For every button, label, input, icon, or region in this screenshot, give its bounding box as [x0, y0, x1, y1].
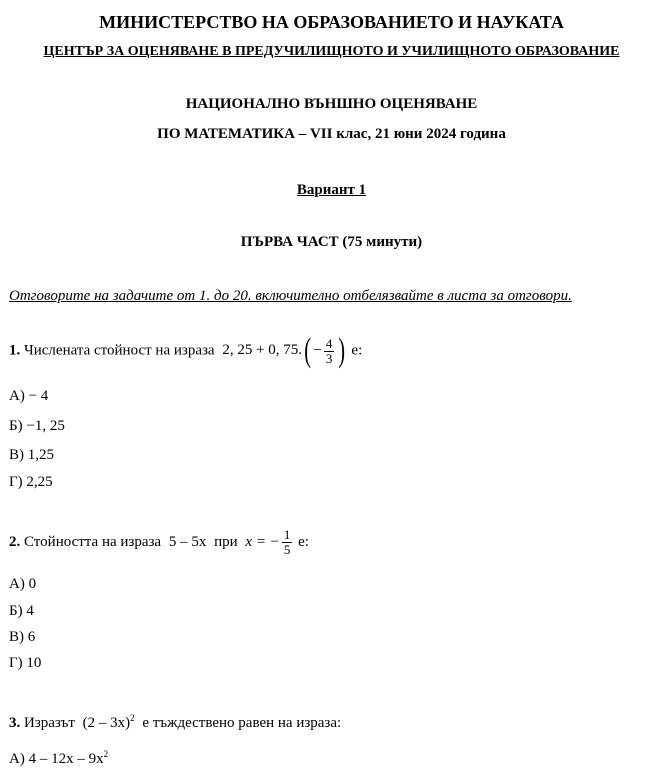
variant-label: Вариант 1 [296, 182, 367, 198]
fraction-numerator: 4 [325, 335, 333, 351]
fraction-denominator: 3 [325, 350, 333, 366]
question-number: 1. [9, 342, 21, 359]
fraction [324, 337, 335, 366]
at-word: при [214, 533, 238, 550]
instruction-text: Отговорите на задачите от 1. до 20. включително отбелязвайте в листа за отговори. [9, 288, 572, 304]
option-b: Б) −1, 25 [9, 418, 65, 434]
expression: 5 – 5x [168, 533, 207, 550]
expression: (2 – 3x) [82, 715, 131, 731]
fraction-sign: − [313, 342, 322, 359]
option-a: А) $4 - 12x - 9x^2$ [9, 749, 109, 767]
option-b: Б) 4 [9, 603, 34, 619]
exponent: 2 [103, 749, 109, 759]
question-suffix: е тъждествено равен на израза: [142, 715, 342, 731]
part-label: ПЪРВА ЧАСТ (75 минути) [240, 234, 423, 250]
left-paren: ( [304, 332, 312, 369]
ministry-title: МИНИСТЕРСТВО НА ОБРАЗОВАНИЕТО И НАУКАТА [99, 12, 564, 32]
option-value: 2,25 [26, 474, 53, 490]
question-2 [9, 528, 309, 557]
option-d: Г) 10 [9, 655, 42, 671]
fraction-denominator: 5 [283, 542, 291, 557]
option-value: 10 [26, 655, 42, 671]
option-value: −1, 25 [26, 418, 65, 434]
question-1 [9, 334, 362, 368]
variable-assignment: x = − [245, 533, 280, 550]
fraction [282, 528, 293, 557]
question-suffix: е: [351, 342, 363, 359]
question-text: Стойността на израза [24, 533, 162, 550]
option-value: 1,25 [27, 447, 54, 463]
option-value: 0 [28, 576, 37, 592]
option-value: 6 [27, 629, 36, 645]
option-a: А) 0 [9, 576, 37, 592]
exam-subtitle: ПО МАТЕМАТИКА – VII клас, 21 юни 2024 година [157, 126, 506, 142]
option-d: Г) 2,25 [9, 474, 53, 490]
option-value: − 4 [28, 388, 49, 404]
exponent: 2 [130, 713, 135, 723]
option-value: 4 [26, 603, 34, 619]
question-suffix: е: [298, 533, 309, 550]
question-3 [9, 713, 341, 732]
question-number: 2. [9, 533, 21, 550]
option-value: 4 – 12x – 9x [28, 751, 104, 767]
question-text: Числената стойност на израза [24, 342, 215, 359]
question-number: 3. [9, 715, 21, 731]
option-a: А) − 4 [9, 388, 49, 404]
right-paren: ) [338, 332, 346, 369]
center-title: ЦЕНТЪР ЗА ОЦЕНЯВАНЕ В ПРЕДУЧИЛИЩНОТО И УЧИЛИЩНОТО ОБРАЗОВАНИЕ [43, 44, 620, 59]
question-text: Изразът [24, 715, 75, 731]
fraction-numerator: 1 [283, 527, 291, 542]
option-c: В) 1,25 [9, 447, 54, 463]
exam-title: НАЦИОНАЛНО ВЪНШНО ОЦЕНЯВАНЕ [185, 96, 478, 112]
option-c: В) 6 [9, 629, 36, 645]
expression-lead: 2, 25 + 0, 75. [222, 342, 303, 359]
